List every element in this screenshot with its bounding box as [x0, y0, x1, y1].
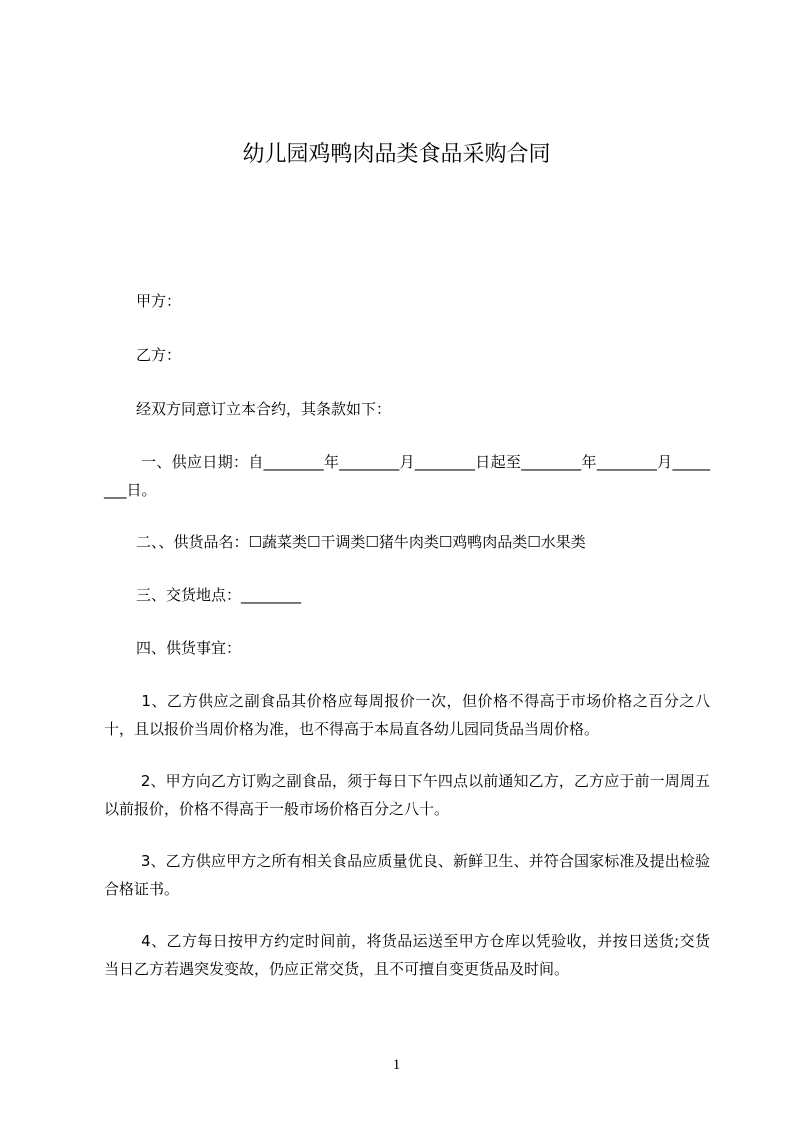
supply-item-1: 1、乙方供应之副食品其价格应每周报价一次，但价格不得高于市场价格之百分之八十，且以报价当周价格为准，也不得高于本局直各幼儿园同货品当周价格。 — [104, 692, 710, 738]
party-a-label: 甲方： — [136, 292, 182, 310]
intro-paragraph: 经双方同意订立本合约，其条款如下： — [136, 400, 392, 418]
party-b-label: 乙方： — [136, 346, 182, 364]
clause-delivery-location: 三、交货地点：________ — [136, 586, 302, 604]
clause-supply-date: 一、供应日期：自________年________月________日起至________年________月________日。 — [104, 453, 710, 499]
document-title: 幼儿园鸡鸭肉品类食品采购合同 — [242, 142, 551, 167]
clause-supply-matters: 四、供货事宜： — [136, 639, 242, 657]
supply-item-4: 4、乙方每日按甲方约定时间前，将货品运送至甲方仓库以凭验收，并按日送货;交货当日乙方若遇突发变故，仍应正常交货，且不可擅自变更货品及时间。 — [104, 932, 710, 978]
supply-item-2: 2、甲方向乙方订购之副食品，须于每日下午四点以前通知乙方，乙方应于前一周周五以前报价，价格不得高于一般市场价格百分之八十。 — [104, 772, 710, 818]
supply-item-3: 3、乙方供应甲方之所有相关食品应质量优良、新鲜卫生、并符合国家标准及提出检验合格证书。 — [104, 852, 710, 898]
page-number: 1 — [392, 1057, 401, 1073]
clause-goods-names: 二、、供货品名：☐蔬菜类☐干调类☐猪牛肉类☐鸡鸭肉品类☐水果类 — [136, 533, 586, 551]
